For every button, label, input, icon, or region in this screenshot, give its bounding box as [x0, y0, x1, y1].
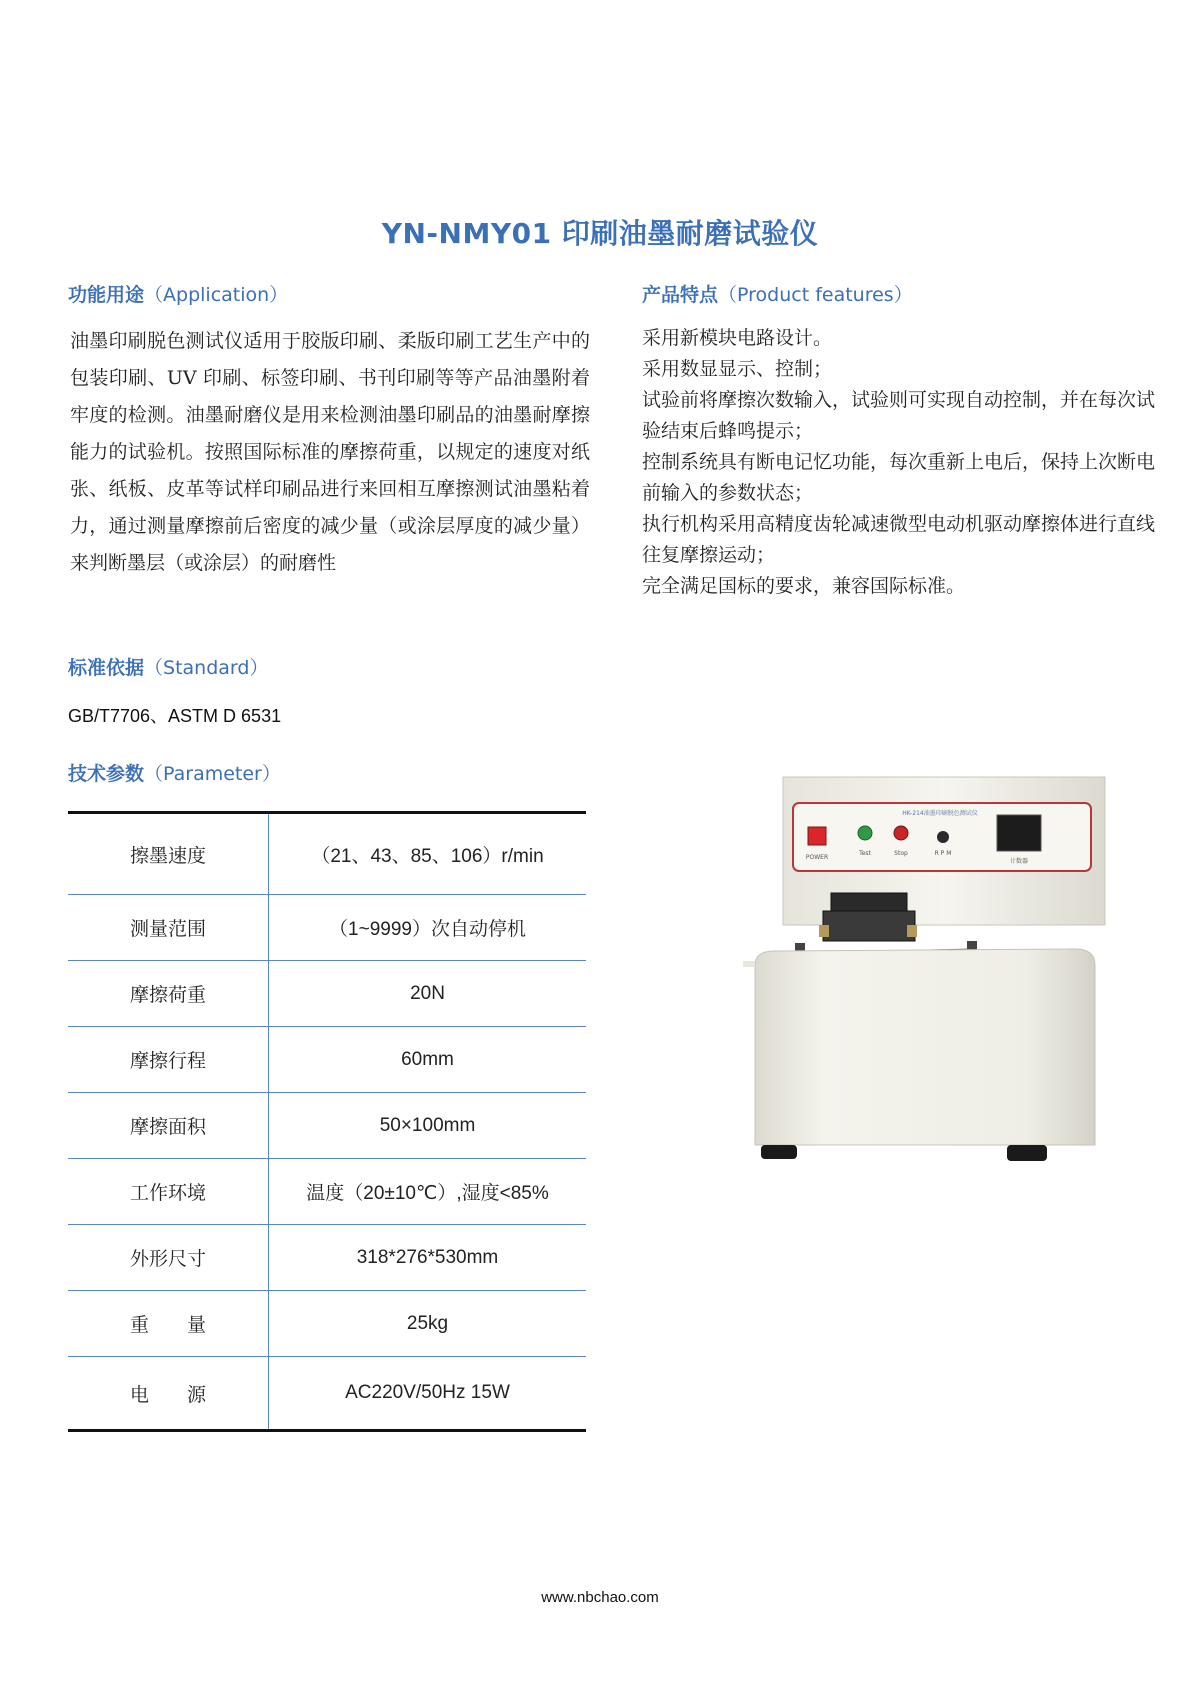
power-label: POWER: [805, 854, 829, 861]
application-heading: [68, 280, 288, 307]
power-switch-icon: [808, 827, 826, 845]
features-list: [642, 323, 1167, 602]
table-row: [68, 1357, 586, 1431]
parameter-heading-en: （Parameter）: [144, 763, 281, 785]
table-row: [68, 1159, 586, 1225]
application-heading-cn: 功能用途: [68, 284, 145, 306]
param-key: 擦墨速度: [68, 813, 269, 895]
stop-button-icon: [894, 826, 908, 840]
param-value: AC220V/50Hz 15W: [269, 1357, 587, 1431]
features-heading-en: （Product features）: [718, 284, 913, 306]
param-key: 摩擦面积: [68, 1093, 269, 1159]
parameter-table: [68, 811, 586, 1432]
table-row: [68, 961, 586, 1027]
feature-line: 执行机构采用高精度齿轮减速微型电动机驱动摩擦体进行直线往复摩擦运动；: [642, 513, 1156, 566]
features-heading: [642, 280, 913, 307]
param-value: 50×100mm: [269, 1093, 587, 1159]
test-button-icon: [858, 826, 872, 840]
stop-label: Stop: [894, 850, 908, 857]
standard-heading: [68, 653, 268, 680]
application-text: 油墨印刷脱色测试仪适用于胶版印刷、柔版印刷工艺生产中的包装印刷、UV 印刷、标签印刷、书刊印刷等等产品油墨附着牢度的检测。油墨耐磨仪是用来检测油墨印刷品的油墨耐摩擦能力的试验机。按照国际标准的摩擦荷重，以规定的速度对纸张、纸板、皮革等试样印刷品进行来回相互摩擦测试油墨粘着力，通过测量摩擦前后密度的减少量（或涂层厚度的减少量）来判断墨层（或涂层）的耐磨性: [70, 330, 590, 574]
table-row: [68, 1225, 586, 1291]
parameter-heading-cn: 技术参数: [68, 763, 145, 785]
foot: [1007, 1145, 1047, 1161]
rpm-label: R P M: [934, 850, 952, 857]
feature-line: 采用新模块电路设计。: [642, 327, 833, 349]
standard-heading-cn: 标准依据: [68, 657, 145, 679]
feature-line: 采用数显显示、控制；: [642, 358, 833, 380]
feature-line: 控制系统具有断电记忆功能，每次重新上电后，保持上次断电前输入的参数状态；: [642, 451, 1156, 504]
feature-line: 完全满足国标的要求，兼容国际标准。: [642, 575, 966, 597]
feature-line: 试验前将摩擦次数输入，试验则可实现自动控制，并在每次试验结束后蜂鸣提示；: [642, 389, 1156, 442]
param-value: 318*276*530mm: [269, 1225, 587, 1291]
param-value: 60mm: [269, 1027, 587, 1093]
param-key: 测量范围: [68, 895, 269, 961]
table-row: [68, 1093, 586, 1159]
table-row: [68, 813, 586, 895]
param-key: 工作环境: [68, 1159, 269, 1225]
table-row: [68, 1027, 586, 1093]
rpm-knob-icon: [937, 831, 949, 843]
foot: [761, 1145, 797, 1159]
param-value: （1~9999）次自动停机: [269, 895, 587, 961]
param-key: 外形尺寸: [68, 1225, 269, 1291]
page-title: YN-NMY01 印刷油墨耐磨试验仪: [381, 217, 819, 250]
product-photo: [735, 765, 1125, 1235]
param-key: 重 量: [68, 1291, 269, 1357]
param-value: （21、43、85、106）r/min: [269, 813, 587, 895]
application-heading-en: （Application）: [144, 284, 289, 306]
param-key: 电 源: [68, 1357, 269, 1431]
test-label: Test: [859, 850, 871, 857]
param-key: 摩擦行程: [68, 1027, 269, 1093]
standard-text: GB/T7706、ASTM D 6531: [68, 706, 282, 726]
standard-heading-en: （Standard）: [144, 657, 269, 679]
machine-base: [755, 949, 1095, 1145]
table-row: [68, 895, 586, 961]
param-key: 摩擦荷重: [68, 961, 269, 1027]
param-value: 温度（20±10℃）,湿度<85%: [269, 1159, 587, 1225]
param-value: 20N: [269, 961, 587, 1027]
footer-url: www.nbchao.com: [541, 1589, 659, 1606]
param-value: 25kg: [269, 1291, 587, 1357]
counter-display: [997, 815, 1041, 851]
panel-title: HK-214油墨印刷脱色测试仪: [902, 810, 978, 817]
counter-label: 计数器: [1009, 858, 1029, 865]
parameter-heading: [68, 759, 281, 786]
table-row: [68, 1291, 586, 1357]
features-heading-cn: 产品特点: [642, 284, 719, 306]
